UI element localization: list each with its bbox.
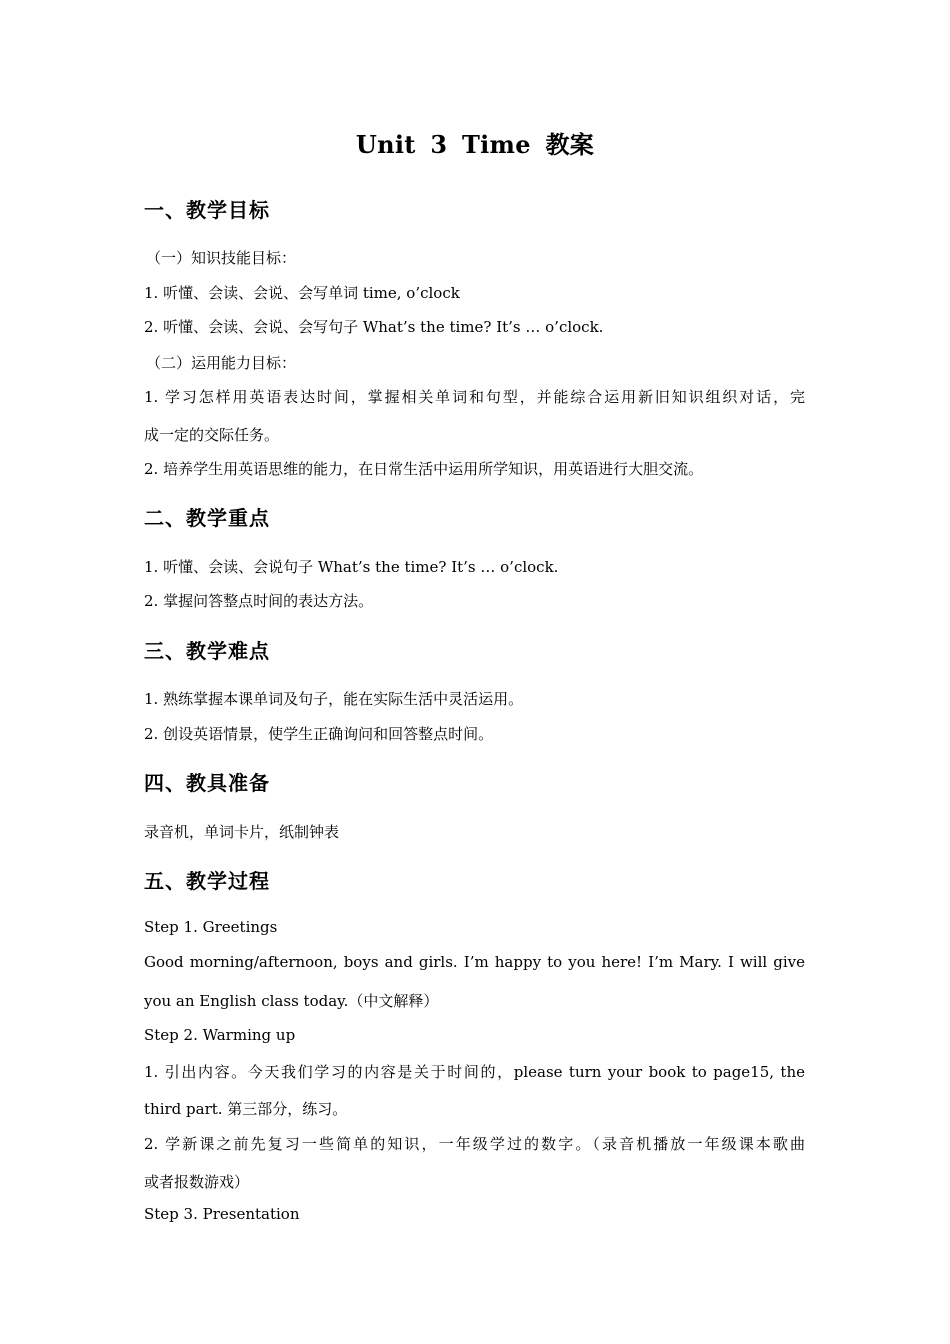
objective-line-3a: 1. 学习怎样用英语表达时间，掌握相关单词和句型，并能综合运用新旧知识组织对话，完 (144, 388, 805, 406)
warmup-line-1b: third part. 第三部分，练习。 (144, 1100, 348, 1118)
key-point-line-1: 1. 听懂、会读、会说句子 What’s the time? It’s … o’clock. (144, 558, 559, 576)
greeting-line-1: Good morning/afternoon, boys and girls. I’m happy to you here! I’m Mary. I will give (144, 953, 805, 971)
warmup-line-1a: 1. 引出内容。今天我们学习的内容是关于时间的，please turn your book to page15, the (144, 1063, 805, 1081)
greeting-line-2: you an English class today.（中文解释） (144, 992, 439, 1010)
step-1-heading: Step 1. Greetings (144, 918, 278, 936)
section-heading-materials: 四、教具准备 (144, 771, 270, 795)
warmup-line-2b: 或者报数游戏） (144, 1173, 250, 1191)
step-3-heading: Step 3. Presentation (144, 1205, 300, 1223)
materials-line: 录音机，单词卡片，纸制钟表 (144, 823, 340, 841)
warmup-line-2a: 2. 学新课之前先复习一些简单的知识，一年级学过的数字。（录音机播放一年级课本歌曲 (144, 1135, 805, 1153)
section-heading-key-points: 二、教学重点 (144, 506, 270, 530)
subheading-ability: （二）运用能力目标： (146, 354, 297, 372)
section-heading-objectives: 一、教学目标 (144, 198, 270, 222)
document-title: Unit 3 Time 教案 (355, 130, 595, 159)
objective-line-2: 2. 听懂、会读、会说、会写句子 What’s the time? It’s … o’clock. (144, 318, 604, 336)
objective-line-1: 1. 听懂、会读、会说、会写单词 time, o’clock (144, 284, 460, 302)
objective-line-4: 2. 培养学生用英语思维的能力，在日常生活中运用所学知识，用英语进行大胆交流。 (144, 460, 704, 478)
difficulty-line-2: 2. 创设英语情景，使学生正确询问和回答整点时间。 (144, 725, 494, 743)
step-2-heading: Step 2. Warming up (144, 1026, 296, 1044)
section-heading-difficulties: 三、教学难点 (144, 639, 270, 663)
subheading-knowledge: （一）知识技能目标： (146, 249, 297, 267)
key-point-line-2: 2. 掌握问答整点时间的表达方法。 (144, 592, 374, 610)
difficulty-line-1: 1. 熟练掌握本课单词及句子，能在实际生活中灵活运用。 (144, 690, 524, 708)
section-heading-process: 五、教学过程 (144, 869, 270, 893)
objective-line-3b: 成一定的交际任务。 (144, 426, 280, 444)
